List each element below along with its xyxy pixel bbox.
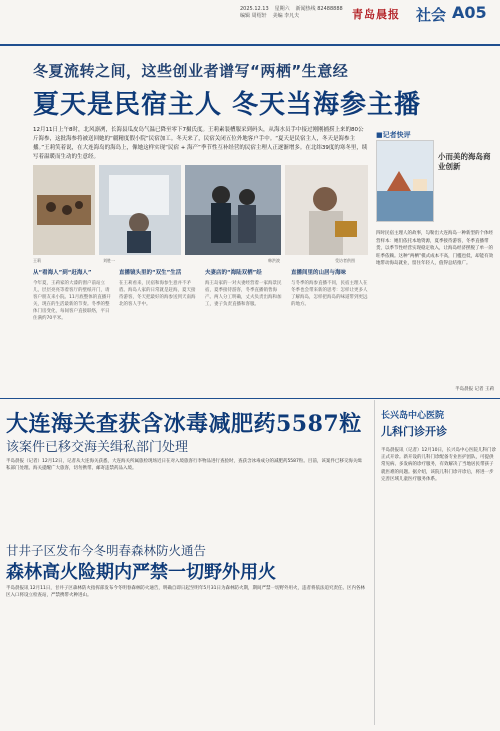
- photo-couple-at-port: [185, 165, 281, 255]
- section-name: 社会: [416, 6, 447, 24]
- brief-kicker: 长兴岛中心医院: [381, 411, 445, 421]
- lead-col-4: 与冬季的海参直播不同，民宿主理人在冬季也会带来新的思考：怎样让更多人了解海岛，怎样把海岛的味道带到更远的地方。: [291, 281, 368, 307]
- proof-credit: 美编 李凡夫: [272, 13, 300, 19]
- lead-kicker: 冬夏流转之间，这些创业者谱写“两栖”生意经: [33, 62, 349, 80]
- hotline: 新闻热线 82488888: [295, 6, 343, 12]
- issue-weekday: 星期六: [274, 6, 290, 12]
- issue-date: 2025.12.13: [240, 6, 269, 12]
- brief-headline: 儿科门诊开诊: [381, 425, 447, 438]
- brief-column: [374, 400, 496, 725]
- story2-body: 半岛晨报（记者）12月12日，记者从大连海关获悉，大连海关所属旅检现场近日在对入境旅客行李物品进行查验时，查获含冰毒成分的减肥药5587粒。目前，该案件已移交海关缉私部门处理。海关提醒广大旅客，切勿携带、邮寄违禁药品入境。: [6, 459, 362, 472]
- lead-headline: 夏天是民宿主人 冬天当海参主播: [33, 90, 422, 120]
- subhead-1: 从“看海人”到“赶海人”: [33, 270, 92, 276]
- story2-subhead: 该案件已移交海关缉私部门处理: [6, 440, 189, 455]
- commentary-tag: ■记者快评: [376, 131, 411, 139]
- photo-livestream-studio: [99, 165, 181, 255]
- photo-credit-3: 韩洪波: [268, 258, 280, 263]
- lead-photo-strip: [33, 165, 368, 255]
- lead-body-columns: [33, 280, 368, 380]
- story3-kicker: 甘井子区发布今冬明春森林防火通告: [6, 543, 207, 558]
- editor-credit: 编辑 周绍轩: [240, 13, 267, 19]
- commentary-illustration: [376, 140, 434, 222]
- photo-credit-1: 王莉: [33, 258, 41, 263]
- subhead-4: 直播间里的山居与海味: [291, 270, 347, 276]
- story3-headline: 森林高火险期内严禁一切野外用火: [6, 562, 276, 583]
- photo-credit-4: 受访者供图: [335, 258, 355, 263]
- brief-body: 半岛晨报讯（记者）12月10日，长兴岛中心医院儿科门诊正式开诊。新开设的儿科门诊配备专业医护团队，可提供常见病、多发病的诊疗服务，有效解决了当地居民带孩子就医难的问题。据介绍，该院儿科门诊开诊后，将进一步完善区域儿童医疗服务体系。: [381, 448, 496, 482]
- masthead-meta: [240, 6, 349, 20]
- page-number: A05: [452, 3, 487, 22]
- lead-col-1: 今年夏，王莉家的大漆的窗户前站立儿，层层亮亮等着客厅的壁纸开门，请客户朋友来小院。11月底整体的直播开关，现在的生活最新的节奏。冬季的整体门房变化，每间客户直接联络，平日住满约70平米。: [33, 281, 111, 321]
- lead-col-2: 在王莉看来，民宿和海参生意并不矛盾。海岛人家的日常就是赶海，夏天接待游客，冬天把最好的海参送到天南海北的客人手中。: [119, 281, 196, 307]
- masthead: [0, 0, 500, 46]
- photo-seafood-display: [33, 165, 95, 255]
- subhead-2: 直播镜头里的“双生”生活: [119, 270, 182, 276]
- commentary-sidebar: [376, 130, 494, 392]
- subhead-3: 夫妻店的“海陆双栖”经: [205, 270, 262, 276]
- story3-body: 半岛晨报讯 12月11日，甘井子区森林防火指挥部发布今冬明春森林防火通告，明确自即日起至明年5月31日为森林防火期，期间严禁一切野外用火，违者将依法追究责任。区内各林区入口将设立检查站，严禁携带火种进山。: [6, 586, 365, 599]
- story2-headline: 大连海关查获含冰毒减肥药5587粒: [6, 411, 362, 437]
- newspaper-logo: 青岛晨报: [352, 8, 400, 21]
- lead-paragraph: 12月11日上午8时，北风凛冽，长海县瓜皮岛气温已降至零下7摄氏度。王莉素装槽服采到码头，从海水员手中接过刚刚捕捞上来的80公斤海参，这批海参将被送回她的“疆精度假小院”民宿加工。冬天来了，民宿关闭五位外地客户手中。“夏天是民宿主人，冬天是海参主播。”王莉笑着说，在大连海岛的海岛上，像她这样实现“民宿 + 海产”季节性互补经营的民宿主理人正逐渐增多。在北纬39度的寒冬里，续写着温暖而生动的生意经。: [33, 127, 368, 160]
- lead-col-3: 海王岛家的一对夫妻经营着一家海景民宿，夏季接待游客，冬季直播销售海产。两人分工明确，丈夫负责出海和加工，妻子负责直播和客服。: [205, 281, 282, 307]
- photo-credit-2: 刘胜一: [103, 258, 115, 263]
- commentary-body: 四时民宿主理人的故事，勾勒出大连海岛一种新型的个体经营样本：她们依托本地资源，夏季接待游客，冬季直播带货，以季节性经营实现稳定收入，让海岛经济摆脱了单一的旺季依赖。这种“两栖”模式成本不高，门槛也低，却能有效地带动海岛就业，留住年轻人，值得总结推广。: [376, 231, 494, 266]
- photo-host-with-product: [285, 165, 368, 255]
- commentary-headline: 小而美的海岛商业创新: [438, 152, 491, 171]
- commentary-byline: 半岛晨报 记者 王莉: [455, 387, 494, 392]
- section-divider: [0, 398, 500, 399]
